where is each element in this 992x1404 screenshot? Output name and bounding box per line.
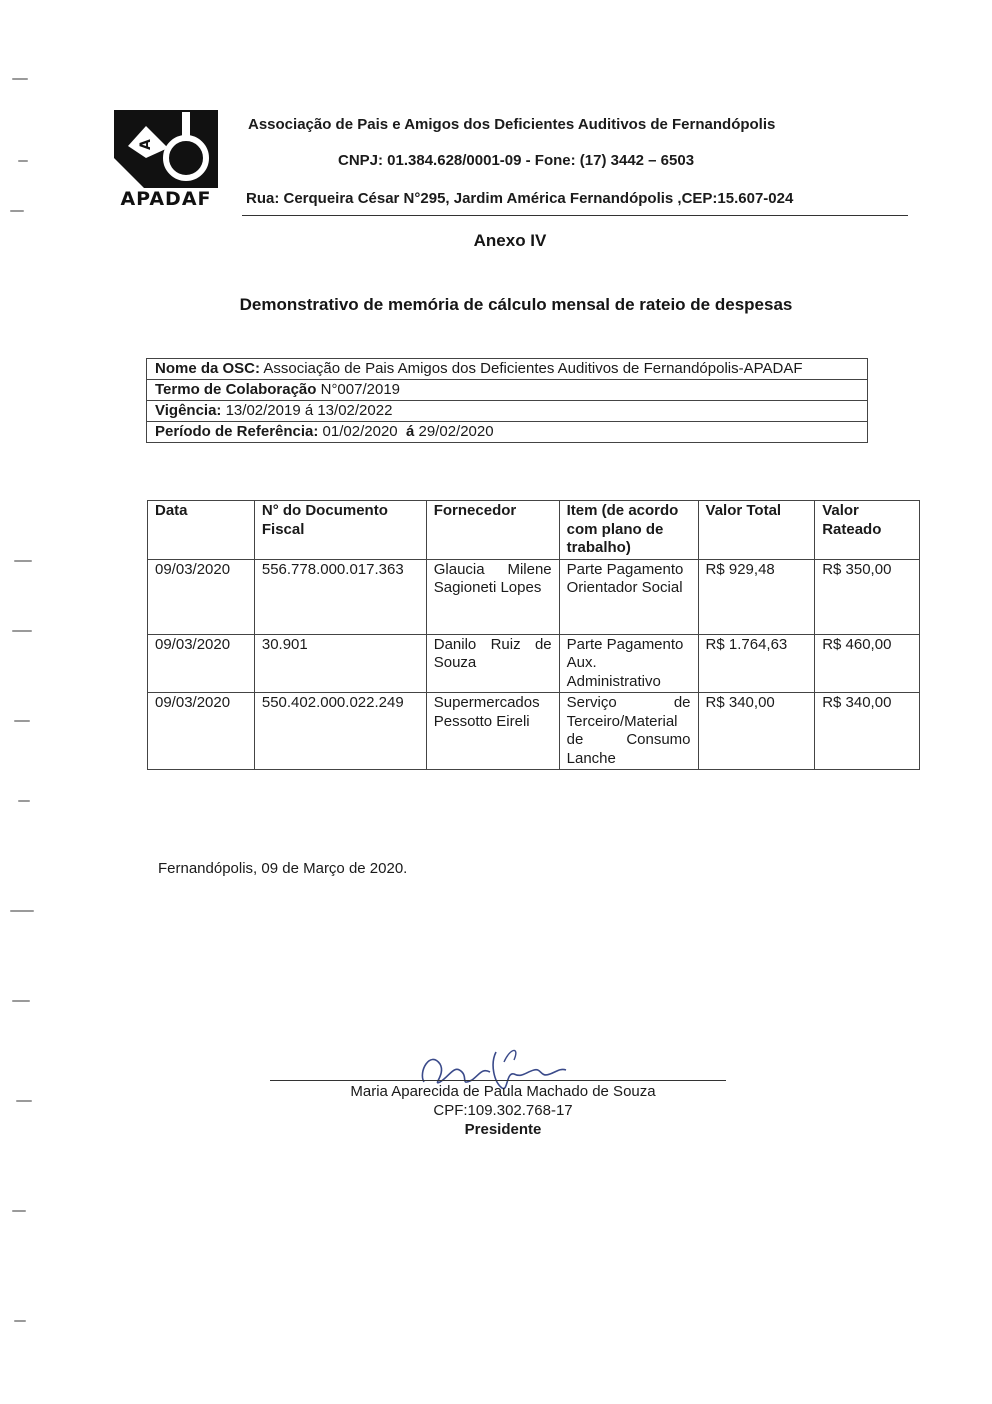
cell-fornecedor: Glaucia Milene Sagioneti Lopes xyxy=(426,559,559,634)
cell-valor-rateado: R$ 340,00 xyxy=(815,693,920,770)
termo-value: N°007/2019 xyxy=(316,381,400,398)
cell-data: 09/03/2020 xyxy=(148,634,255,693)
osc-name-row xyxy=(147,359,867,380)
cell-data: 09/03/2020 xyxy=(148,559,255,634)
periodo-row xyxy=(147,422,867,442)
cell-item: Parte Pagamento Orientador Social xyxy=(559,559,698,634)
scan-speck xyxy=(12,1000,30,1002)
svg-text:A: A xyxy=(138,139,154,150)
scan-speck xyxy=(14,560,32,562)
header-rule xyxy=(242,215,908,216)
document-title: Demonstrativo de memória de cálculo mensal de rateio de despesas xyxy=(239,295,793,314)
table-header-row xyxy=(148,501,920,560)
signature-block xyxy=(270,1082,736,1139)
cell-fornecedor: Danilo Ruiz de Souza xyxy=(426,634,559,693)
scan-speck xyxy=(10,910,34,912)
place-and-date: Fernandópolis, 09 de Março de 2020. xyxy=(158,860,408,877)
cell-valor-total: R$ 1.764,63 xyxy=(698,634,815,693)
cnpj-phone: CNPJ: 01.384.628/0001-09 - Fone: (17) 3442 – 6503 xyxy=(338,152,695,169)
cell-valor-total: R$ 340,00 xyxy=(698,693,815,770)
signature-line xyxy=(270,1080,726,1081)
vigencia-label: Vigência: xyxy=(155,402,222,419)
vigencia-value: 13/02/2019 á 13/02/2022 xyxy=(221,402,393,419)
org-name: Associação de Pais e Amigos dos Deficientes Auditivos de Fernandópolis xyxy=(248,116,776,133)
cell-fornecedor: Supermercados Pessotto Eireli xyxy=(426,693,559,770)
col-header-valor-rateado: Valor Rateado xyxy=(815,501,920,560)
cell-documento: 556.778.000.017.363 xyxy=(254,559,426,634)
table-row xyxy=(148,634,920,693)
termo-row xyxy=(147,380,867,401)
annex-title: Anexo IV xyxy=(473,231,547,250)
scan-speck xyxy=(12,630,32,632)
cell-valor-rateado: R$ 460,00 xyxy=(815,634,920,693)
col-header-documento: N° do Documento Fiscal xyxy=(254,501,426,560)
scan-speck xyxy=(12,78,28,80)
cell-item: Serviço de Terceiro/Material de Consumo Lanche xyxy=(559,693,698,770)
cell-valor-total: R$ 929,48 xyxy=(698,559,815,634)
signatory-role: Presidente xyxy=(464,1121,542,1138)
expense-table xyxy=(147,500,920,770)
col-header-data: Data xyxy=(148,501,255,560)
cell-item: Parte Pagamento Aux. Administrativo xyxy=(559,634,698,693)
periodo-label: Período de Referência: xyxy=(155,423,319,440)
signatory-cpf: CPF:109.302.768-17 xyxy=(433,1102,573,1119)
osc-info-box xyxy=(146,358,868,443)
osc-name-label: Nome da OSC: xyxy=(155,360,261,377)
scan-speck xyxy=(16,1100,32,1102)
scan-speck xyxy=(12,1210,26,1212)
col-header-valor-total: Valor Total xyxy=(698,501,815,560)
table-row xyxy=(148,559,920,634)
cell-valor-rateado: R$ 350,00 xyxy=(815,559,920,634)
logo-wordmark: APADAF xyxy=(120,188,212,210)
scan-speck xyxy=(14,1320,26,1322)
col-header-fornecedor: Fornecedor xyxy=(426,501,559,560)
scan-speck xyxy=(10,210,24,212)
cell-data: 09/03/2020 xyxy=(148,693,255,770)
scan-speck xyxy=(18,160,28,162)
scan-speck xyxy=(14,720,30,722)
termo-label: Termo de Colaboração xyxy=(155,381,317,398)
cell-documento: 30.901 xyxy=(254,634,426,693)
periodo-start: 01/02/2020 xyxy=(318,423,398,440)
osc-name-value: Associação de Pais Amigos dos Deficientes Auditivos de Fernandópolis-APADAF xyxy=(260,360,803,377)
col-header-item: Item (de acordo com plano de trabalho) xyxy=(559,501,698,560)
scan-speck xyxy=(18,800,30,802)
periodo-separator: á xyxy=(405,423,415,440)
address: Rua: Cerqueira César N°295, Jardim América Fernandópolis ,CEP:15.607-024 xyxy=(246,190,794,207)
cell-documento: 550.402.000.022.249 xyxy=(254,693,426,770)
table-row xyxy=(148,693,920,770)
vigencia-row xyxy=(147,401,867,422)
periodo-end: 29/02/2020 xyxy=(414,423,494,440)
signatory-name: Maria Aparecida de Paula Machado de Souza xyxy=(350,1083,656,1100)
